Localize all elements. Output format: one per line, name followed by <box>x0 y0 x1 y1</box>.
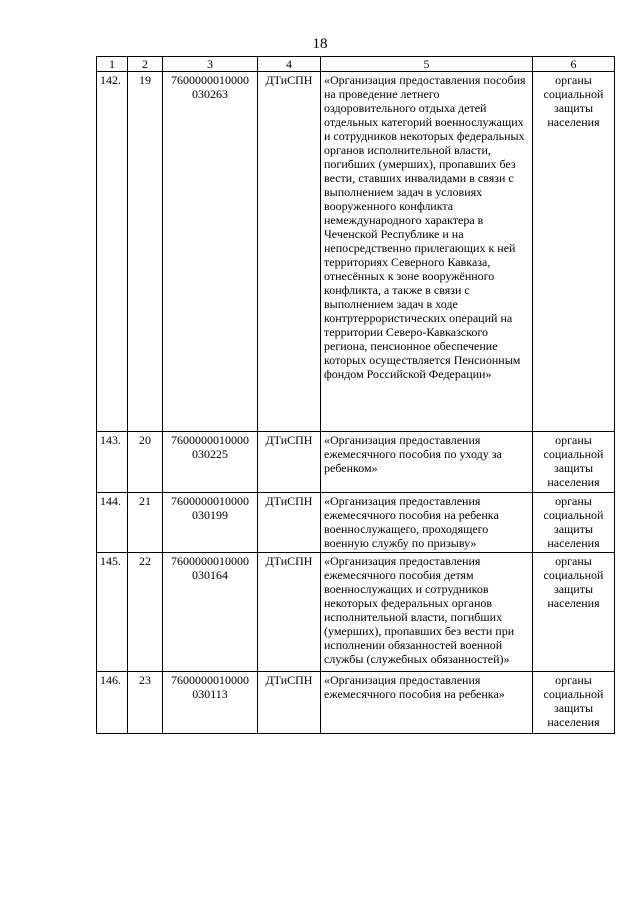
service-code-part: 7600000010000 <box>171 73 249 87</box>
column-header: 2 <box>128 57 163 72</box>
service-code <box>163 672 258 734</box>
column-header: 4 <box>258 57 321 72</box>
department: ДТиСПН <box>258 672 321 734</box>
service-name: «Организация предоставления ежемесячного пособия детям военнослужащих и сотрудников некоторых федеральных органов исполнительной власти, погибших (умерших), пропавших без вести при исполнении обязанностей военной службы (служебных обязанностей)» <box>321 553 533 672</box>
executor: органы социальной защиты населения <box>533 493 615 553</box>
column-header: 5 <box>321 57 533 72</box>
row-number: 142. <box>97 72 128 432</box>
service-code-part: 7600000010000 <box>171 554 249 568</box>
service-name: «Организация предоставления ежемесячного пособия на ребенка военнослужащего, проходящего военную службу по призыву» <box>321 493 533 553</box>
executor: органы социальной защиты населения <box>533 72 615 432</box>
service-code-part: 030225 <box>192 447 228 461</box>
row-index: 22 <box>128 553 163 672</box>
row-number: 143. <box>97 432 128 493</box>
row-index: 23 <box>128 672 163 734</box>
column-header: 1 <box>97 57 128 72</box>
service-code <box>163 72 258 432</box>
department: ДТиСПН <box>258 72 321 432</box>
row-index: 21 <box>128 493 163 553</box>
row-index: 19 <box>128 72 163 432</box>
service-name: «Организация предоставления ежемесячного пособия на ребенка» <box>321 672 533 734</box>
column-header: 3 <box>163 57 258 72</box>
service-code-part: 030199 <box>192 508 228 522</box>
service-code-part: 030113 <box>192 687 228 701</box>
service-code-part: 7600000010000 <box>171 494 249 508</box>
service-code-part: 7600000010000 <box>171 673 249 687</box>
service-code-part: 030263 <box>192 87 228 101</box>
row-number: 146. <box>97 672 128 734</box>
table-row <box>97 672 615 734</box>
service-name: «Организация предоставления пособия на проведение летнего оздоровительного отдыха детей отдельных категорий военнослужащих и сотрудников некоторых федеральных органов исполнительной власти, погибших (умерших), пропавших без вести, ставших инвалидами в связи с выполнением задач в условиях вооруженного конфликта немеждународного характера в Чеченской Республике и на непосредственно прилегающих к ней территориях Северного Кавказа, отнесённых к зоне вооружённого конфликта, а также в связи с выполнением задач в ходе контртеррористических операций на территории Северо-Кавказского региона, пенсионное обеспечение которых осуществляется Пенсионным фондом Российской Федерации» <box>321 72 533 432</box>
executor: органы социальной защиты населения <box>533 432 615 493</box>
service-code <box>163 493 258 553</box>
service-code <box>163 553 258 672</box>
department: ДТиСПН <box>258 493 321 553</box>
service-code-part: 7600000010000 <box>171 433 249 447</box>
service-code-part: 030164 <box>192 568 228 582</box>
services-registry-table <box>96 56 615 734</box>
service-name: «Организация предоставления ежемесячного пособия по уходу за ребенком» <box>321 432 533 493</box>
table-row <box>97 432 615 493</box>
page-number: 18 <box>312 36 328 52</box>
service-code <box>163 432 258 493</box>
column-header: 6 <box>533 57 615 72</box>
department: ДТиСПН <box>258 432 321 493</box>
row-number: 145. <box>97 553 128 672</box>
executor: органы социальной защиты населения <box>533 672 615 734</box>
executor: органы социальной защиты населения <box>533 553 615 672</box>
table-row <box>97 553 615 672</box>
row-index: 20 <box>128 432 163 493</box>
department: ДТиСПН <box>258 553 321 672</box>
table-header-row <box>97 57 615 72</box>
table-row <box>97 72 615 432</box>
row-number: 144. <box>97 493 128 553</box>
table-row <box>97 493 615 553</box>
